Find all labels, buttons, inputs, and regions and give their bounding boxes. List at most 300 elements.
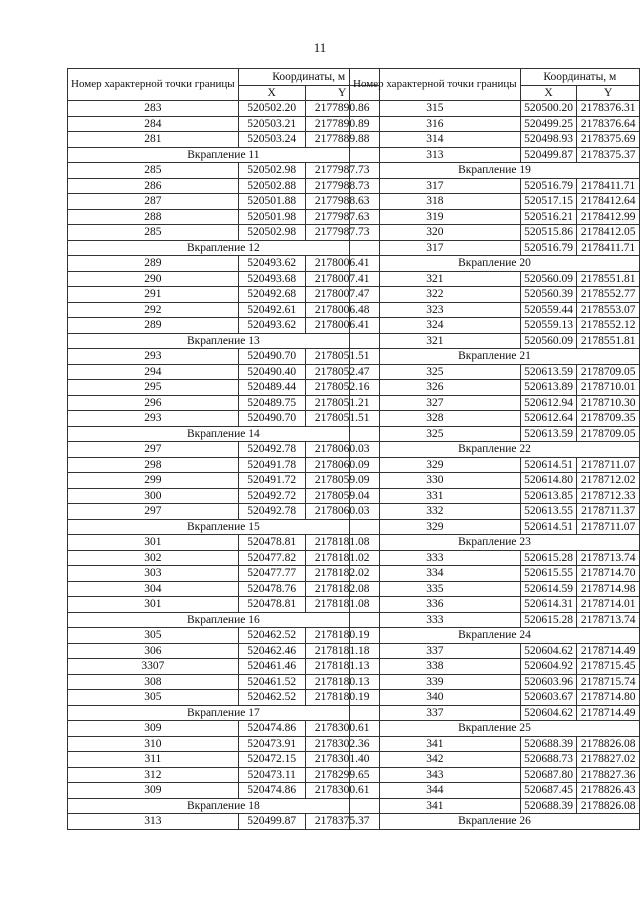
point-number-cell: 287 <box>68 194 239 210</box>
x-coordinate-cell: 520478.81 <box>238 597 305 613</box>
point-number-cell: 341 <box>350 798 521 814</box>
table-row <box>68 116 380 132</box>
point-number-cell: 343 <box>350 767 521 783</box>
point-number-cell: 340 <box>350 690 521 706</box>
table-row <box>68 783 380 799</box>
y-coordinate-cell: 2178412.05 <box>577 225 640 241</box>
table-row <box>350 519 640 535</box>
x-coordinate-cell: 520478.81 <box>238 535 305 551</box>
x-coordinate-cell: 520516.79 <box>520 178 577 194</box>
y-coordinate-cell: 2178181.02 <box>305 550 379 566</box>
y-coordinate-cell: 2178826.43 <box>577 783 640 799</box>
x-coordinate-cell: 520499.87 <box>238 814 305 830</box>
y-coordinate-cell: 2178714.70 <box>577 566 640 582</box>
inclusion-label: Вкрапление 14 <box>68 426 380 442</box>
header-x: X <box>238 86 305 101</box>
inclusion-header-row <box>350 256 640 272</box>
point-number-cell: 313 <box>350 147 521 163</box>
table-row <box>350 116 640 132</box>
inclusion-header-row <box>350 814 640 830</box>
y-coordinate-cell: 2178051.51 <box>305 349 379 365</box>
table-row <box>350 643 640 659</box>
y-coordinate-cell: 2178007.47 <box>305 287 379 303</box>
inclusion-label: Вкрапление 21 <box>350 349 640 365</box>
inclusion-label: Вкрапление 15 <box>68 519 380 535</box>
x-coordinate-cell: 520688.73 <box>520 752 577 768</box>
x-coordinate-cell: 520603.67 <box>520 690 577 706</box>
inclusion-header-row <box>350 349 640 365</box>
x-coordinate-cell: 520474.86 <box>238 721 305 737</box>
y-coordinate-cell: 2178007.41 <box>305 271 379 287</box>
table-row <box>350 752 640 768</box>
x-coordinate-cell: 520614.59 <box>520 581 577 597</box>
table-row <box>350 101 640 117</box>
y-coordinate-cell: 2178375.37 <box>577 147 640 163</box>
y-coordinate-cell: 2178709.05 <box>577 364 640 380</box>
x-coordinate-cell: 520687.80 <box>520 767 577 783</box>
point-number-cell: 285 <box>68 163 239 179</box>
inclusion-label: Вкрапление 20 <box>350 256 640 272</box>
x-coordinate-cell: 520615.28 <box>520 612 577 628</box>
y-coordinate-cell: 2178376.31 <box>577 101 640 117</box>
inclusion-label: Вкрапление 25 <box>350 721 640 737</box>
y-coordinate-cell: 2178006.48 <box>305 302 379 318</box>
point-number-cell: 320 <box>350 225 521 241</box>
point-number-cell: 291 <box>68 287 239 303</box>
y-coordinate-cell: 2178052.47 <box>305 364 379 380</box>
point-number-cell: 290 <box>68 271 239 287</box>
inclusion-label: Вкрапление 12 <box>68 240 380 256</box>
inclusion-header-row <box>350 442 640 458</box>
x-coordinate-cell: 520461.46 <box>238 659 305 675</box>
point-number-cell: 293 <box>68 349 239 365</box>
point-number-cell: 303 <box>68 566 239 582</box>
y-coordinate-cell: 2177988.73 <box>305 178 379 194</box>
table-row <box>350 178 640 194</box>
y-coordinate-cell: 2178181.13 <box>305 659 379 675</box>
table-row <box>350 287 640 303</box>
x-coordinate-cell: 520493.62 <box>238 318 305 334</box>
x-coordinate-cell: 520491.72 <box>238 473 305 489</box>
point-number-cell: 326 <box>350 380 521 396</box>
y-coordinate-cell: 2178826.08 <box>577 798 640 814</box>
x-coordinate-cell: 520491.78 <box>238 457 305 473</box>
point-number-cell: 315 <box>350 101 521 117</box>
x-coordinate-cell: 520687.45 <box>520 783 577 799</box>
table-row <box>350 798 640 814</box>
table-row <box>350 395 640 411</box>
inclusion-label: Вкрапление 11 <box>68 147 380 163</box>
x-coordinate-cell: 520462.52 <box>238 628 305 644</box>
point-number-cell: 329 <box>350 519 521 535</box>
x-coordinate-cell: 520613.89 <box>520 380 577 396</box>
point-number-cell: 304 <box>68 581 239 597</box>
x-coordinate-cell: 520498.93 <box>520 132 577 148</box>
table-row <box>68 380 380 396</box>
x-coordinate-cell: 520517.15 <box>520 194 577 210</box>
y-coordinate-cell: 2178376.64 <box>577 116 640 132</box>
x-coordinate-cell: 520473.91 <box>238 736 305 752</box>
table-row <box>350 705 640 721</box>
inclusion-label: Вкрапление 19 <box>350 163 640 179</box>
point-number-cell: 3307 <box>68 659 239 675</box>
point-number-cell: 314 <box>350 132 521 148</box>
x-coordinate-cell: 520472.15 <box>238 752 305 768</box>
x-coordinate-cell: 520473.11 <box>238 767 305 783</box>
table-row <box>68 736 380 752</box>
table-row <box>68 814 380 830</box>
y-coordinate-cell: 2178712.02 <box>577 473 640 489</box>
header-x: X <box>520 86 577 101</box>
point-number-cell: 317 <box>350 178 521 194</box>
point-number-cell: 330 <box>350 473 521 489</box>
table-row <box>68 318 380 334</box>
x-coordinate-cell: 520559.44 <box>520 302 577 318</box>
y-coordinate-cell: 2178412.64 <box>577 194 640 210</box>
inclusion-label: Вкрапление 17 <box>68 705 380 721</box>
x-coordinate-cell: 520515.86 <box>520 225 577 241</box>
table-row <box>350 488 640 504</box>
x-coordinate-cell: 520516.21 <box>520 209 577 225</box>
table-row <box>350 783 640 799</box>
x-coordinate-cell: 520501.98 <box>238 209 305 225</box>
coordinates-table-right <box>349 68 640 830</box>
y-coordinate-cell: 2178301.40 <box>305 752 379 768</box>
y-coordinate-cell: 2178711.07 <box>577 519 640 535</box>
table-row <box>350 194 640 210</box>
y-coordinate-cell: 2178553.07 <box>577 302 640 318</box>
point-number-cell: 327 <box>350 395 521 411</box>
inclusion-header-row <box>350 163 640 179</box>
point-number-cell: 319 <box>350 209 521 225</box>
x-coordinate-cell: 520612.64 <box>520 411 577 427</box>
inclusion-header-row <box>350 535 640 551</box>
point-number-cell: 337 <box>350 643 521 659</box>
point-number-cell: 295 <box>68 380 239 396</box>
table-row <box>68 349 380 365</box>
point-number-cell: 305 <box>68 690 239 706</box>
point-number-cell: 281 <box>68 132 239 148</box>
x-coordinate-cell: 520612.94 <box>520 395 577 411</box>
x-coordinate-cell: 520613.85 <box>520 488 577 504</box>
header-y: Y <box>577 86 640 101</box>
table-row <box>68 659 380 675</box>
inclusion-label: Вкрапление 16 <box>68 612 380 628</box>
table-row <box>350 690 640 706</box>
y-coordinate-cell: 2178826.08 <box>577 736 640 752</box>
table-row <box>68 411 380 427</box>
table-row <box>68 473 380 489</box>
table-row <box>350 504 640 520</box>
point-number-cell: 285 <box>68 225 239 241</box>
table-row <box>350 318 640 334</box>
point-number-cell: 329 <box>350 457 521 473</box>
table-row <box>68 225 380 241</box>
x-coordinate-cell: 520489.44 <box>238 380 305 396</box>
point-number-cell: 325 <box>350 364 521 380</box>
point-number-cell: 309 <box>68 721 239 737</box>
table-row <box>68 752 380 768</box>
table-row <box>68 271 380 287</box>
point-number-cell: 335 <box>350 581 521 597</box>
inclusion-header-row <box>68 705 380 721</box>
point-number-cell: 309 <box>68 783 239 799</box>
point-number-cell: 321 <box>350 333 521 349</box>
x-coordinate-cell: 520492.78 <box>238 442 305 458</box>
table-row <box>68 566 380 582</box>
table-row <box>350 426 640 442</box>
point-number-cell: 283 <box>68 101 239 117</box>
y-coordinate-cell: 2178299.65 <box>305 767 379 783</box>
y-coordinate-cell: 2178060.09 <box>305 457 379 473</box>
table-row <box>350 147 640 163</box>
x-coordinate-cell: 520502.98 <box>238 163 305 179</box>
x-coordinate-cell: 520492.72 <box>238 488 305 504</box>
header-point-number: Номер характерной точки границы <box>350 69 521 101</box>
table-row <box>68 581 380 597</box>
table-row <box>350 659 640 675</box>
y-coordinate-cell: 2178181.08 <box>305 597 379 613</box>
x-coordinate-cell: 520474.86 <box>238 783 305 799</box>
point-number-cell: 310 <box>68 736 239 752</box>
x-coordinate-cell: 520604.62 <box>520 705 577 721</box>
x-coordinate-cell: 520613.59 <box>520 426 577 442</box>
y-coordinate-cell: 2178411.71 <box>577 178 640 194</box>
inclusion-label: Вкрапление 13 <box>68 333 380 349</box>
header-coordinates: Координаты, м <box>238 69 379 86</box>
point-number-cell: 313 <box>68 814 239 830</box>
point-number-cell: 342 <box>350 752 521 768</box>
x-coordinate-cell: 520559.13 <box>520 318 577 334</box>
x-coordinate-cell: 520688.39 <box>520 736 577 752</box>
y-coordinate-cell: 2178411.71 <box>577 240 640 256</box>
point-number-cell: 301 <box>68 597 239 613</box>
inclusion-header-row <box>68 240 380 256</box>
point-number-cell: 328 <box>350 411 521 427</box>
table-body-right <box>350 101 640 830</box>
table-row <box>350 225 640 241</box>
table-row <box>350 674 640 690</box>
point-number-cell: 339 <box>350 674 521 690</box>
x-coordinate-cell: 520478.76 <box>238 581 305 597</box>
point-number-cell: 316 <box>350 116 521 132</box>
y-coordinate-cell: 2178375.69 <box>577 132 640 148</box>
point-number-cell: 292 <box>68 302 239 318</box>
x-coordinate-cell: 520516.79 <box>520 240 577 256</box>
point-number-cell: 296 <box>68 395 239 411</box>
point-number-cell: 325 <box>350 426 521 442</box>
inclusion-header-row <box>350 628 640 644</box>
point-number-cell: 317 <box>350 240 521 256</box>
inclusion-header-row <box>68 612 380 628</box>
point-number-cell: 284 <box>68 116 239 132</box>
y-coordinate-cell: 2177987.63 <box>305 209 379 225</box>
table-row <box>350 411 640 427</box>
x-coordinate-cell: 520560.39 <box>520 287 577 303</box>
x-coordinate-cell: 520604.92 <box>520 659 577 675</box>
inclusion-label: Вкрапление 18 <box>68 798 380 814</box>
y-coordinate-cell: 2178712.33 <box>577 488 640 504</box>
y-coordinate-cell: 2178051.21 <box>305 395 379 411</box>
x-coordinate-cell: 520613.55 <box>520 504 577 520</box>
y-coordinate-cell: 2177987.73 <box>305 225 379 241</box>
x-coordinate-cell: 520490.70 <box>238 349 305 365</box>
x-coordinate-cell: 520614.51 <box>520 519 577 535</box>
table-body-left <box>68 101 380 830</box>
x-coordinate-cell: 520489.75 <box>238 395 305 411</box>
table-row <box>350 271 640 287</box>
point-number-cell: 289 <box>68 318 239 334</box>
table-row <box>68 395 380 411</box>
x-coordinate-cell: 520501.88 <box>238 194 305 210</box>
x-coordinate-cell: 520500.20 <box>520 101 577 117</box>
x-coordinate-cell: 520614.31 <box>520 597 577 613</box>
point-number-cell: 323 <box>350 302 521 318</box>
y-coordinate-cell: 2178181.18 <box>305 643 379 659</box>
table-row <box>68 550 380 566</box>
point-number-cell: 336 <box>350 597 521 613</box>
y-coordinate-cell: 2178180.19 <box>305 628 379 644</box>
y-coordinate-cell: 2178552.77 <box>577 287 640 303</box>
point-number-cell: 338 <box>350 659 521 675</box>
coordinates-table-left <box>67 68 380 830</box>
x-coordinate-cell: 520477.82 <box>238 550 305 566</box>
y-coordinate-cell: 2177889.88 <box>305 132 379 148</box>
table-row <box>68 194 380 210</box>
y-coordinate-cell: 2178006.41 <box>305 256 379 272</box>
point-number-cell: 294 <box>68 364 239 380</box>
table-row <box>68 178 380 194</box>
point-number-cell: 312 <box>68 767 239 783</box>
y-coordinate-cell: 2178059.09 <box>305 473 379 489</box>
x-coordinate-cell: 520614.51 <box>520 457 577 473</box>
y-coordinate-cell: 2178182.08 <box>305 581 379 597</box>
y-coordinate-cell: 2178412.99 <box>577 209 640 225</box>
x-coordinate-cell: 520462.52 <box>238 690 305 706</box>
y-coordinate-cell: 2178551.81 <box>577 333 640 349</box>
point-number-cell: 301 <box>68 535 239 551</box>
y-coordinate-cell: 2178060.03 <box>305 442 379 458</box>
inclusion-label: Вкрапление 23 <box>350 535 640 551</box>
inclusion-label: Вкрапление 26 <box>350 814 640 830</box>
header-point-number: Номер характерной точки границы <box>68 69 239 101</box>
table-row <box>350 550 640 566</box>
point-number-cell: 289 <box>68 256 239 272</box>
table-row <box>350 457 640 473</box>
y-coordinate-cell: 2178714.01 <box>577 597 640 613</box>
y-coordinate-cell: 2178182.02 <box>305 566 379 582</box>
point-number-cell: 321 <box>350 271 521 287</box>
table-row <box>68 132 380 148</box>
x-coordinate-cell: 520492.78 <box>238 504 305 520</box>
x-coordinate-cell: 520490.70 <box>238 411 305 427</box>
point-number-cell: 286 <box>68 178 239 194</box>
table-row <box>350 581 640 597</box>
table-row <box>350 132 640 148</box>
point-number-cell: 300 <box>68 488 239 504</box>
table-row <box>350 380 640 396</box>
x-coordinate-cell: 520462.46 <box>238 643 305 659</box>
y-coordinate-cell: 2178551.81 <box>577 271 640 287</box>
y-coordinate-cell: 2178006.41 <box>305 318 379 334</box>
point-number-cell: 324 <box>350 318 521 334</box>
x-coordinate-cell: 520499.25 <box>520 116 577 132</box>
table-row <box>68 101 380 117</box>
table-row <box>350 240 640 256</box>
y-coordinate-cell: 2178060.03 <box>305 504 379 520</box>
point-number-cell: 297 <box>68 442 239 458</box>
point-number-cell: 322 <box>350 287 521 303</box>
y-coordinate-cell: 2177988.63 <box>305 194 379 210</box>
point-number-cell: 344 <box>350 783 521 799</box>
table-row <box>350 767 640 783</box>
point-number-cell: 293 <box>68 411 239 427</box>
header-coordinates: Координаты, м <box>520 69 639 86</box>
point-number-cell: 341 <box>350 736 521 752</box>
table-row <box>68 163 380 179</box>
y-coordinate-cell: 2178714.49 <box>577 705 640 721</box>
inclusion-label: Вкрапление 24 <box>350 628 640 644</box>
point-number-cell: 332 <box>350 504 521 520</box>
x-coordinate-cell: 520604.62 <box>520 643 577 659</box>
y-coordinate-cell: 2177987.73 <box>305 163 379 179</box>
y-coordinate-cell: 2178181.08 <box>305 535 379 551</box>
x-coordinate-cell: 520493.68 <box>238 271 305 287</box>
point-number-cell: 306 <box>68 643 239 659</box>
y-coordinate-cell: 2177890.86 <box>305 101 379 117</box>
y-coordinate-cell: 2178302.36 <box>305 736 379 752</box>
point-number-cell: 298 <box>68 457 239 473</box>
x-coordinate-cell: 520615.28 <box>520 550 577 566</box>
y-coordinate-cell: 2178715.45 <box>577 659 640 675</box>
table-row <box>68 690 380 706</box>
y-coordinate-cell: 2178827.36 <box>577 767 640 783</box>
x-coordinate-cell: 520461.52 <box>238 674 305 690</box>
y-coordinate-cell: 2177890.89 <box>305 116 379 132</box>
point-number-cell: 302 <box>68 550 239 566</box>
y-coordinate-cell: 2178714.98 <box>577 581 640 597</box>
inclusion-header-row <box>68 147 380 163</box>
y-coordinate-cell: 2178051.51 <box>305 411 379 427</box>
point-number-cell: 337 <box>350 705 521 721</box>
table-row <box>350 597 640 613</box>
y-coordinate-cell: 2178180.19 <box>305 690 379 706</box>
point-number-cell: 297 <box>68 504 239 520</box>
point-number-cell: 334 <box>350 566 521 582</box>
point-number-cell: 318 <box>350 194 521 210</box>
y-coordinate-cell: 2178713.74 <box>577 612 640 628</box>
table-row <box>350 473 640 489</box>
table-row <box>68 504 380 520</box>
page-number: 11 <box>313 40 327 55</box>
table-row <box>68 364 380 380</box>
table-row <box>68 287 380 303</box>
table-row <box>68 302 380 318</box>
inclusion-header-row <box>68 426 380 442</box>
y-coordinate-cell: 2178713.74 <box>577 550 640 566</box>
x-coordinate-cell: 520493.62 <box>238 256 305 272</box>
table-row <box>350 736 640 752</box>
table-row <box>68 488 380 504</box>
y-coordinate-cell: 2178375.37 <box>305 814 379 830</box>
point-number-cell: 333 <box>350 612 521 628</box>
x-coordinate-cell: 520499.87 <box>520 147 577 163</box>
point-number-cell: 288 <box>68 209 239 225</box>
table-row <box>68 643 380 659</box>
table-row <box>68 597 380 613</box>
inclusion-header-row <box>68 798 380 814</box>
table-row <box>68 442 380 458</box>
